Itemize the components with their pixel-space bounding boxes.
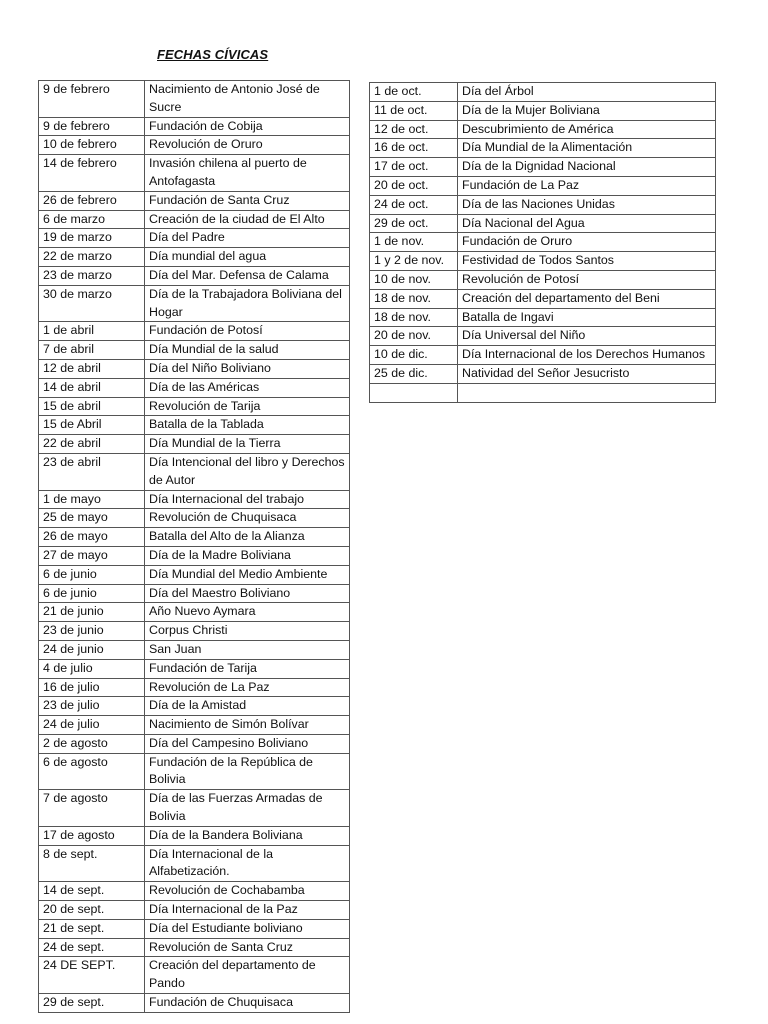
table-row: [39, 678, 350, 697]
event-cell: Día de las Américas: [145, 378, 350, 397]
date-cell: 9 de febrero: [39, 117, 145, 136]
table-row: [39, 155, 350, 192]
table-row: [39, 734, 350, 753]
event-cell: Fundación de Oruro: [458, 233, 716, 252]
date-cell: 6 de junio: [39, 584, 145, 603]
date-cell: 9 de febrero: [39, 81, 145, 118]
table-row: [370, 195, 716, 214]
date-cell: 24 de junio: [39, 640, 145, 659]
date-cell: 21 de junio: [39, 603, 145, 622]
date-cell: 25 de dic.: [370, 364, 458, 383]
table-row: [370, 101, 716, 120]
left-civic-dates-table: [38, 80, 350, 1013]
event-cell: Fundación de La Paz: [458, 176, 716, 195]
event-cell: Día Internacional del trabajo: [145, 490, 350, 509]
event-cell: Día Internacional de los Derechos Humanos: [458, 346, 716, 365]
date-cell: 24 de julio: [39, 716, 145, 735]
event-cell: Día Nacional del Agua: [458, 214, 716, 233]
event-cell: Batalla de la Tablada: [145, 416, 350, 435]
event-cell: Revolución de Potosí: [458, 270, 716, 289]
table-row: [39, 584, 350, 603]
table-row: [370, 289, 716, 308]
table-row: [39, 210, 350, 229]
date-cell: 10 de febrero: [39, 136, 145, 155]
event-cell: Día Internacional de la Alfabetización.: [145, 845, 350, 882]
table-row: [39, 266, 350, 285]
table-row: [39, 603, 350, 622]
event-cell: Revolución de Santa Cruz: [145, 938, 350, 957]
date-cell: 7 de agosto: [39, 790, 145, 827]
event-cell: Día de la Trabajadora Boliviana del Hogar: [145, 285, 350, 322]
date-cell: 1 de mayo: [39, 490, 145, 509]
date-cell: 10 de nov.: [370, 270, 458, 289]
event-cell: Día Universal del Niño: [458, 327, 716, 346]
event-cell: Revolución de Cochabamba: [145, 882, 350, 901]
table-row: [370, 327, 716, 346]
table-row: [39, 416, 350, 435]
table-row: [370, 139, 716, 158]
table-row: [39, 435, 350, 454]
table-row: [39, 136, 350, 155]
event-cell: Día Intencional del libro y Derechos de Autor: [145, 453, 350, 490]
date-cell: 14 de febrero: [39, 155, 145, 192]
event-cell: Creación del departamento de Pando: [145, 957, 350, 994]
table-row: [370, 214, 716, 233]
table-row: [39, 826, 350, 845]
date-cell: 20 de nov.: [370, 327, 458, 346]
date-cell: 6 de marzo: [39, 210, 145, 229]
table-row: [39, 490, 350, 509]
date-cell: 14 de sept.: [39, 882, 145, 901]
table-row: [39, 248, 350, 267]
date-cell: 24 de sept.: [39, 938, 145, 957]
event-cell: Nacimiento de Antonio José de Sucre: [145, 81, 350, 118]
date-cell: 25 de mayo: [39, 509, 145, 528]
table-row: [39, 191, 350, 210]
date-cell: 18 de nov.: [370, 289, 458, 308]
table-row: [39, 938, 350, 957]
event-cell: Revolución de Oruro: [145, 136, 350, 155]
date-cell: 6 de junio: [39, 565, 145, 584]
date-cell: 15 de abril: [39, 397, 145, 416]
table-row: [39, 622, 350, 641]
event-cell: Día del Mar. Defensa de Calama: [145, 266, 350, 285]
date-cell: 7 de abril: [39, 341, 145, 360]
date-cell: 2 de agosto: [39, 734, 145, 753]
event-cell: Día Mundial de la salud: [145, 341, 350, 360]
table-row: [39, 509, 350, 528]
event-cell: Festividad de Todos Santos: [458, 252, 716, 271]
table-row: [39, 994, 350, 1013]
date-cell: 1 y 2 de nov.: [370, 252, 458, 271]
date-cell: 15 de Abril: [39, 416, 145, 435]
event-cell: Día Mundial de la Alimentación: [458, 139, 716, 158]
table-row: [39, 229, 350, 248]
table-row: [370, 346, 716, 365]
table-row: [370, 270, 716, 289]
table-row: [39, 565, 350, 584]
event-cell: Fundación de Tarija: [145, 659, 350, 678]
event-cell: Descubrimiento de América: [458, 120, 716, 139]
event-cell: Día de la Bandera Boliviana: [145, 826, 350, 845]
date-cell: 20 de sept.: [39, 901, 145, 920]
table-row: [39, 322, 350, 341]
event-cell: Corpus Christi: [145, 622, 350, 641]
table-row: [370, 233, 716, 252]
date-cell: 23 de abril: [39, 453, 145, 490]
table-row: [39, 359, 350, 378]
date-cell: [370, 383, 458, 402]
table-row: [370, 158, 716, 177]
date-cell: 22 de marzo: [39, 248, 145, 267]
date-cell: 27 de mayo: [39, 546, 145, 565]
event-cell: Día de las Naciones Unidas: [458, 195, 716, 214]
event-cell: Fundación de Chuquisaca: [145, 994, 350, 1013]
table-row: [370, 83, 716, 102]
date-cell: 26 de febrero: [39, 191, 145, 210]
event-cell: [458, 383, 716, 402]
event-cell: Fundación de Santa Cruz: [145, 191, 350, 210]
date-cell: 29 de sept.: [39, 994, 145, 1013]
event-cell: Día de las Fuerzas Armadas de Bolivia: [145, 790, 350, 827]
page-title: FECHAS CÍVICAS: [157, 47, 269, 62]
event-cell: Día del Estudiante boliviano: [145, 919, 350, 938]
table-row: [39, 697, 350, 716]
event-cell: Día del Campesino Boliviano: [145, 734, 350, 753]
date-cell: 1 de abril: [39, 322, 145, 341]
date-cell: 8 de sept.: [39, 845, 145, 882]
event-cell: San Juan: [145, 640, 350, 659]
table-row: [39, 285, 350, 322]
date-cell: 20 de oct.: [370, 176, 458, 195]
date-cell: 1 de nov.: [370, 233, 458, 252]
table-row: [39, 640, 350, 659]
event-cell: Día Internacional de la Paz: [145, 901, 350, 920]
date-cell: 24 DE SEPT.: [39, 957, 145, 994]
table-row: [39, 790, 350, 827]
event-cell: Fundación de Potosí: [145, 322, 350, 341]
event-cell: Año Nuevo Aymara: [145, 603, 350, 622]
date-cell: 16 de julio: [39, 678, 145, 697]
date-cell: 26 de mayo: [39, 528, 145, 547]
table-row: [39, 397, 350, 416]
date-cell: 11 de oct.: [370, 101, 458, 120]
table-row: [39, 378, 350, 397]
event-cell: Día del Maestro Boliviano: [145, 584, 350, 603]
table-row: [370, 120, 716, 139]
date-cell: 12 de abril: [39, 359, 145, 378]
date-cell: 12 de oct.: [370, 120, 458, 139]
event-cell: Día del Niño Boliviano: [145, 359, 350, 378]
table-row: [39, 659, 350, 678]
table-row: [370, 252, 716, 271]
table-row: [39, 341, 350, 360]
event-cell: Día mundial del agua: [145, 248, 350, 267]
date-cell: 17 de agosto: [39, 826, 145, 845]
event-cell: Día Mundial del Medio Ambiente: [145, 565, 350, 584]
table-row: [39, 901, 350, 920]
date-cell: 10 de dic.: [370, 346, 458, 365]
date-cell: 16 de oct.: [370, 139, 458, 158]
event-cell: Día de la Dignidad Nacional: [458, 158, 716, 177]
event-cell: Batalla del Alto de la Alianza: [145, 528, 350, 547]
event-cell: Fundación de Cobija: [145, 117, 350, 136]
event-cell: Nacimiento de Simón Bolívar: [145, 716, 350, 735]
table-row: [39, 117, 350, 136]
date-cell: 29 de oct.: [370, 214, 458, 233]
table-row: [39, 919, 350, 938]
table-row: [39, 845, 350, 882]
event-cell: Natividad del Señor Jesucristo: [458, 364, 716, 383]
table-row: [370, 308, 716, 327]
event-cell: Día del Padre: [145, 229, 350, 248]
event-cell: Revolución de La Paz: [145, 678, 350, 697]
date-cell: 23 de marzo: [39, 266, 145, 285]
table-row: [39, 546, 350, 565]
event-cell: Revolución de Chuquisaca: [145, 509, 350, 528]
table-row: [370, 383, 716, 402]
date-cell: 14 de abril: [39, 378, 145, 397]
date-cell: 4 de julio: [39, 659, 145, 678]
date-cell: 19 de marzo: [39, 229, 145, 248]
event-cell: Revolución de Tarija: [145, 397, 350, 416]
event-cell: Creación del departamento del Beni: [458, 289, 716, 308]
table-row: [370, 176, 716, 195]
date-cell: 23 de junio: [39, 622, 145, 641]
date-cell: 30 de marzo: [39, 285, 145, 322]
table-row: [370, 364, 716, 383]
date-cell: 24 de oct.: [370, 195, 458, 214]
event-cell: Creación de la ciudad de El Alto: [145, 210, 350, 229]
date-cell: 23 de julio: [39, 697, 145, 716]
date-cell: 18 de nov.: [370, 308, 458, 327]
table-row: [39, 882, 350, 901]
event-cell: Día de la Mujer Boliviana: [458, 101, 716, 120]
event-cell: Día Mundial de la Tierra: [145, 435, 350, 454]
event-cell: Día de la Amistad: [145, 697, 350, 716]
event-cell: Día de la Madre Boliviana: [145, 546, 350, 565]
right-civic-dates-table: [369, 82, 716, 403]
event-cell: Día del Árbol: [458, 83, 716, 102]
date-cell: 6 de agosto: [39, 753, 145, 790]
date-cell: 22 de abril: [39, 435, 145, 454]
date-cell: 1 de oct.: [370, 83, 458, 102]
event-cell: Fundación de la República de Bolivia: [145, 753, 350, 790]
date-cell: 21 de sept.: [39, 919, 145, 938]
date-cell: 17 de oct.: [370, 158, 458, 177]
table-row: [39, 81, 350, 118]
table-row: [39, 453, 350, 490]
table-row: [39, 957, 350, 994]
event-cell: Batalla de Ingavi: [458, 308, 716, 327]
table-row: [39, 753, 350, 790]
table-row: [39, 716, 350, 735]
table-row: [39, 528, 350, 547]
event-cell: Invasión chilena al puerto de Antofagasta: [145, 155, 350, 192]
